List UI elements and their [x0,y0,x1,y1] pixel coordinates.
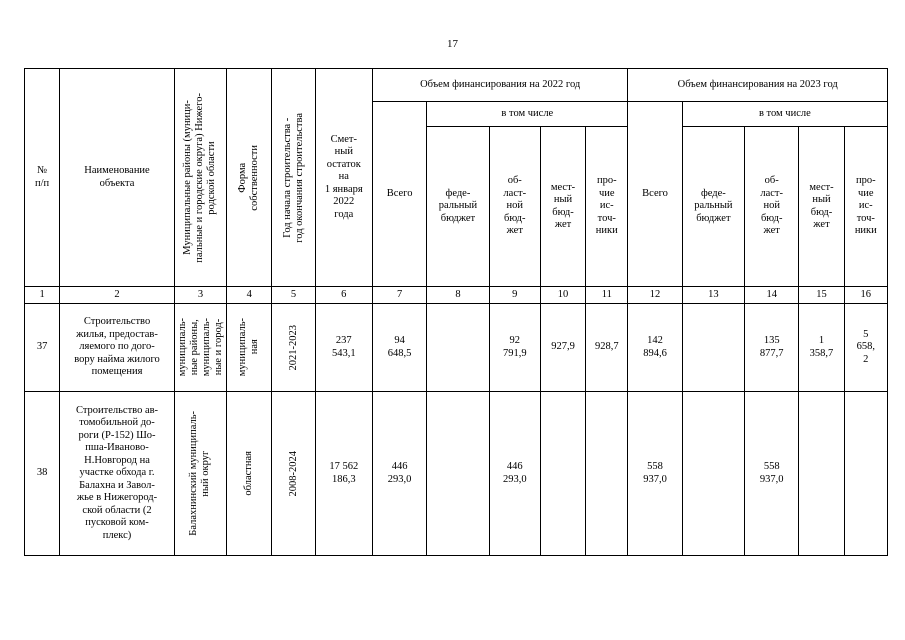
col-num: 13 [682,287,744,304]
row-federal-2022 [427,392,489,556]
row-other-2023: 5 658, 2 [844,304,887,392]
header-fin-2023: Объем финансирования на 2023 год [628,69,888,102]
row-other-2022 [586,392,628,556]
col-num: 14 [745,287,799,304]
row-regional-2022: 446 293,0 [489,392,540,556]
row-federal-2023 [682,392,744,556]
row-total-2022: 446 293,0 [372,392,426,556]
col-num: 3 [174,287,226,304]
row-local-2022: 927,9 [540,304,585,392]
header-local-2022: мест- ный бюд- жет [540,127,585,287]
col-num: 2 [60,287,175,304]
header-total-2023: Всего [628,102,682,287]
row-total-2022: 94 648,5 [372,304,426,392]
row-local-2022 [540,392,585,556]
col-num: 16 [844,287,887,304]
row-num: 38 [25,392,60,556]
header-fin-2022: Объем финансирования на 2022 год [372,69,627,102]
header-other-2023: про- чие ис- точ- ники [844,127,887,287]
row-federal-2023 [682,304,744,392]
header-remainder: Смет- ный остаток на 1 января 2022 года [315,69,372,287]
header-federal-2022: феде- ральный бюджет [427,127,489,287]
header-ownership: Форма собственности [227,69,272,287]
header-num: № п/п [25,69,60,287]
row-other-2023 [844,392,887,556]
header-other-2022: про- чие ис- точ- ники [586,127,628,287]
page-number: 17 [447,38,458,50]
financing-table [24,68,888,556]
row-regional-2023: 135 877,7 [745,304,799,392]
row-years: 2021-2023 [272,304,315,392]
row-remainder: 17 562 186,3 [315,392,372,556]
row-total-2023: 142 894,6 [628,304,682,392]
row-other-2022: 928,7 [586,304,628,392]
row-years: 2008-2024 [272,392,315,556]
header-regional-2022: об- ласт- ной бюд- жет [489,127,540,287]
row-district: муниципаль- ные районы, муниципаль- ные и город- [174,304,226,392]
header-total-2022: Всего [372,102,426,287]
row-local-2023: 1 358,7 [799,304,844,392]
col-num: 5 [272,287,315,304]
header-federal-2023: феде- ральный бюджет [682,127,744,287]
col-num: 9 [489,287,540,304]
row-name: Строительство жилья, предостав- ляемого по дого- вору найма жилого помещения [60,304,175,392]
row-name: Строительство ав- томобильной до- роги (Р-152) Шо- пша-Иваново- Н.Новгород на участке обхода г. Балахна и Завол- жье в Нижегород- ской области (2 пусковой ком- плекс) [60,392,175,556]
col-num: 10 [540,287,585,304]
table-row [25,392,888,556]
row-regional-2023: 558 937,0 [745,392,799,556]
row-remainder: 237 543,1 [315,304,372,392]
col-num: 7 [372,287,426,304]
row-regional-2022: 92 791,9 [489,304,540,392]
column-number-row [25,287,888,304]
col-num: 1 [25,287,60,304]
row-district: Балахнинский муниципаль- ный округ [174,392,226,556]
col-num: 12 [628,287,682,304]
col-num: 4 [227,287,272,304]
row-num: 37 [25,304,60,392]
header-regional-2023: об- ласт- ной бюд- жет [745,127,799,287]
header-name: Наименование объекта [60,69,175,287]
header-district: Муниципальные районы (муници- пальные и городские округа) Нижего- родской области [174,69,226,287]
header-local-2023: мест- ный бюд- жет [799,127,844,287]
col-num: 15 [799,287,844,304]
row-federal-2022 [427,304,489,392]
header-incl-2022: в том числе [427,102,628,127]
row-ownership: областная [227,392,272,556]
col-num: 6 [315,287,372,304]
col-num: 11 [586,287,628,304]
row-local-2023 [799,392,844,556]
row-total-2023: 558 937,0 [628,392,682,556]
row-ownership: муниципаль- ная [227,304,272,392]
table-row [25,304,888,392]
col-num: 8 [427,287,489,304]
header-incl-2023: в том числе [682,102,887,127]
header-years: Год начала строительства - год окончания строительства [272,69,315,287]
